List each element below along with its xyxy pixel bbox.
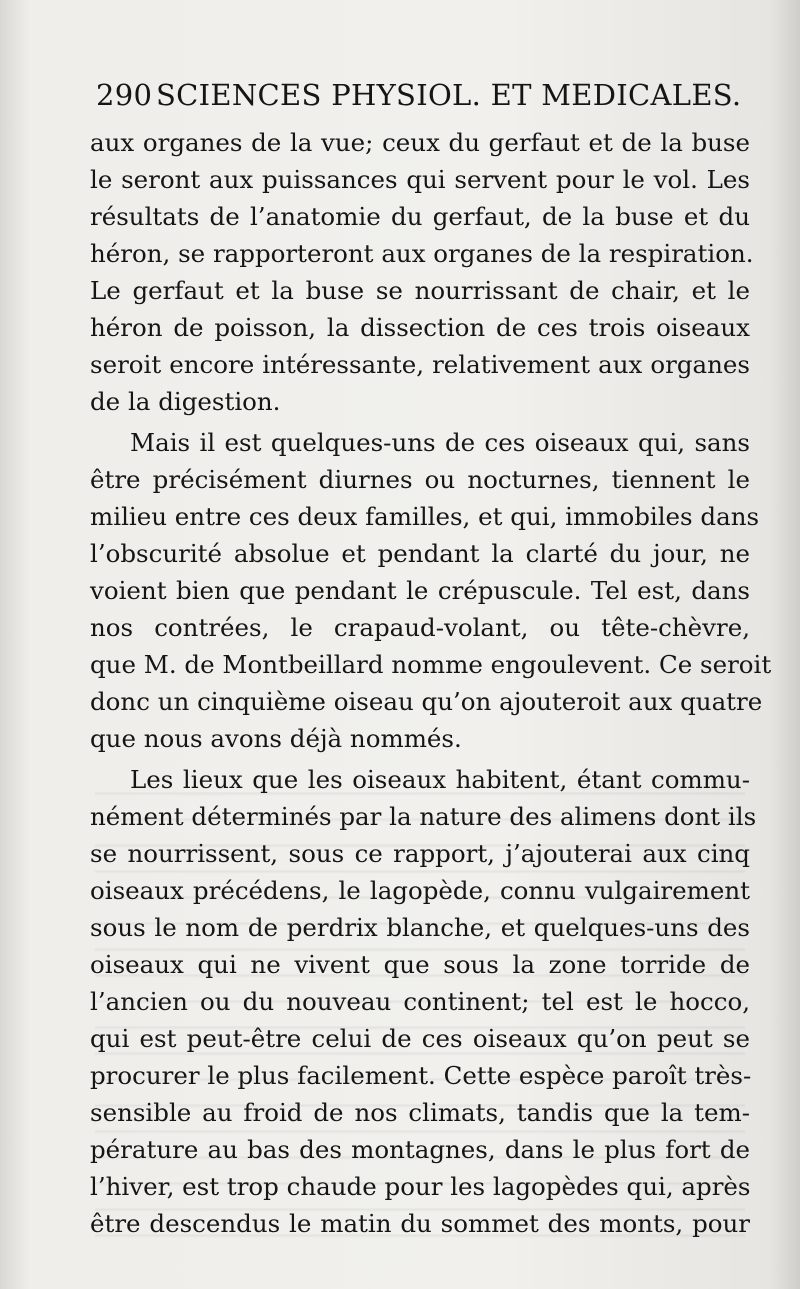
text-line: Les lieux que les oiseaux habitent, étant commu- [130, 765, 750, 794]
text-line: milieu entre ces deux familles, et qui, immobiles dans [90, 502, 760, 531]
text-line: nément déterminés par la nature des alimens dont ils [90, 802, 757, 831]
text-line: que nous avons déjà nommés. [90, 724, 462, 753]
text-line: donc un cinquième oiseau qu’on ajouteroit aux quatre [90, 687, 763, 716]
text-line: être précisément diurnes ou nocturnes, tiennent le [90, 465, 750, 494]
text-line: oiseaux qui ne vivent que sous la zone torride de [90, 950, 750, 979]
text-line: héron de poisson, la dissection de ces trois oiseaux [90, 313, 750, 342]
text-line: Le gerfaut et la buse se nourrissant de chair, et le [90, 276, 750, 305]
text-line: oiseaux précédens, le lagopède, connu vulgairement [90, 876, 750, 905]
paragraph [90, 424, 772, 757]
text-line: procurer le plus facilement. Cette espèce paroît très- [90, 1061, 752, 1090]
text-line: seroit encore intéressante, relativement aux organes [90, 350, 750, 379]
text-line: sous le nom de perdrix blanche, et quelques-uns des [90, 913, 750, 942]
text-line: sensible au froid de nos climats, tandis que la tem- [90, 1098, 750, 1127]
page-number: 290 [96, 78, 153, 112]
text-line: qui est peut-être celui de ces oiseaux qu’on peut se [90, 1024, 750, 1053]
text-line: être descendus le matin du sommet des monts, pour [90, 1209, 750, 1238]
text-line: voient bien que pendant le crépuscule. Tel est, dans [90, 576, 750, 605]
body-text [90, 124, 772, 1242]
text-line: l’ancien ou du nouveau continent; tel est le hocco, [90, 987, 750, 1016]
text-line: héron, se rapporteront aux organes de la respiration. [90, 239, 754, 268]
text-line: résultats de l’anatomie du gerfaut, de la buse et du [90, 202, 750, 231]
paragraph [90, 124, 754, 420]
text-line: l’hiver, est trop chaude pour les lagopèdes qui, après [90, 1172, 751, 1201]
text-line: se nourrissent, sous ce rapport, j’ajouterai aux cinq [90, 839, 750, 868]
text-line: nos contrées, le crapaud-volant, ou tête-chèvre, [90, 613, 750, 642]
text-line: pérature au bas des montagnes, dans le plus fort de [90, 1135, 750, 1164]
paragraph [90, 761, 757, 1242]
text-line: Mais il est quelques-uns de ces oiseaux qui, sans [130, 428, 750, 457]
text-line: de la digestion. [90, 387, 281, 416]
running-head: SCIENCES PHYSIOL. ET MEDICALES. [156, 78, 742, 112]
text-line: aux organes de la vue; ceux du gerfaut et de la buse [90, 128, 750, 157]
text-line: que M. de Montbeillard nomme engoulevent. Ce seroit [90, 650, 772, 679]
text-line: l’obscurité absolue et pendant la clarté du jour, ne [90, 539, 750, 568]
page-header [96, 78, 756, 118]
text-line: le seront aux puissances qui servent pour le vol. Les [90, 165, 750, 194]
